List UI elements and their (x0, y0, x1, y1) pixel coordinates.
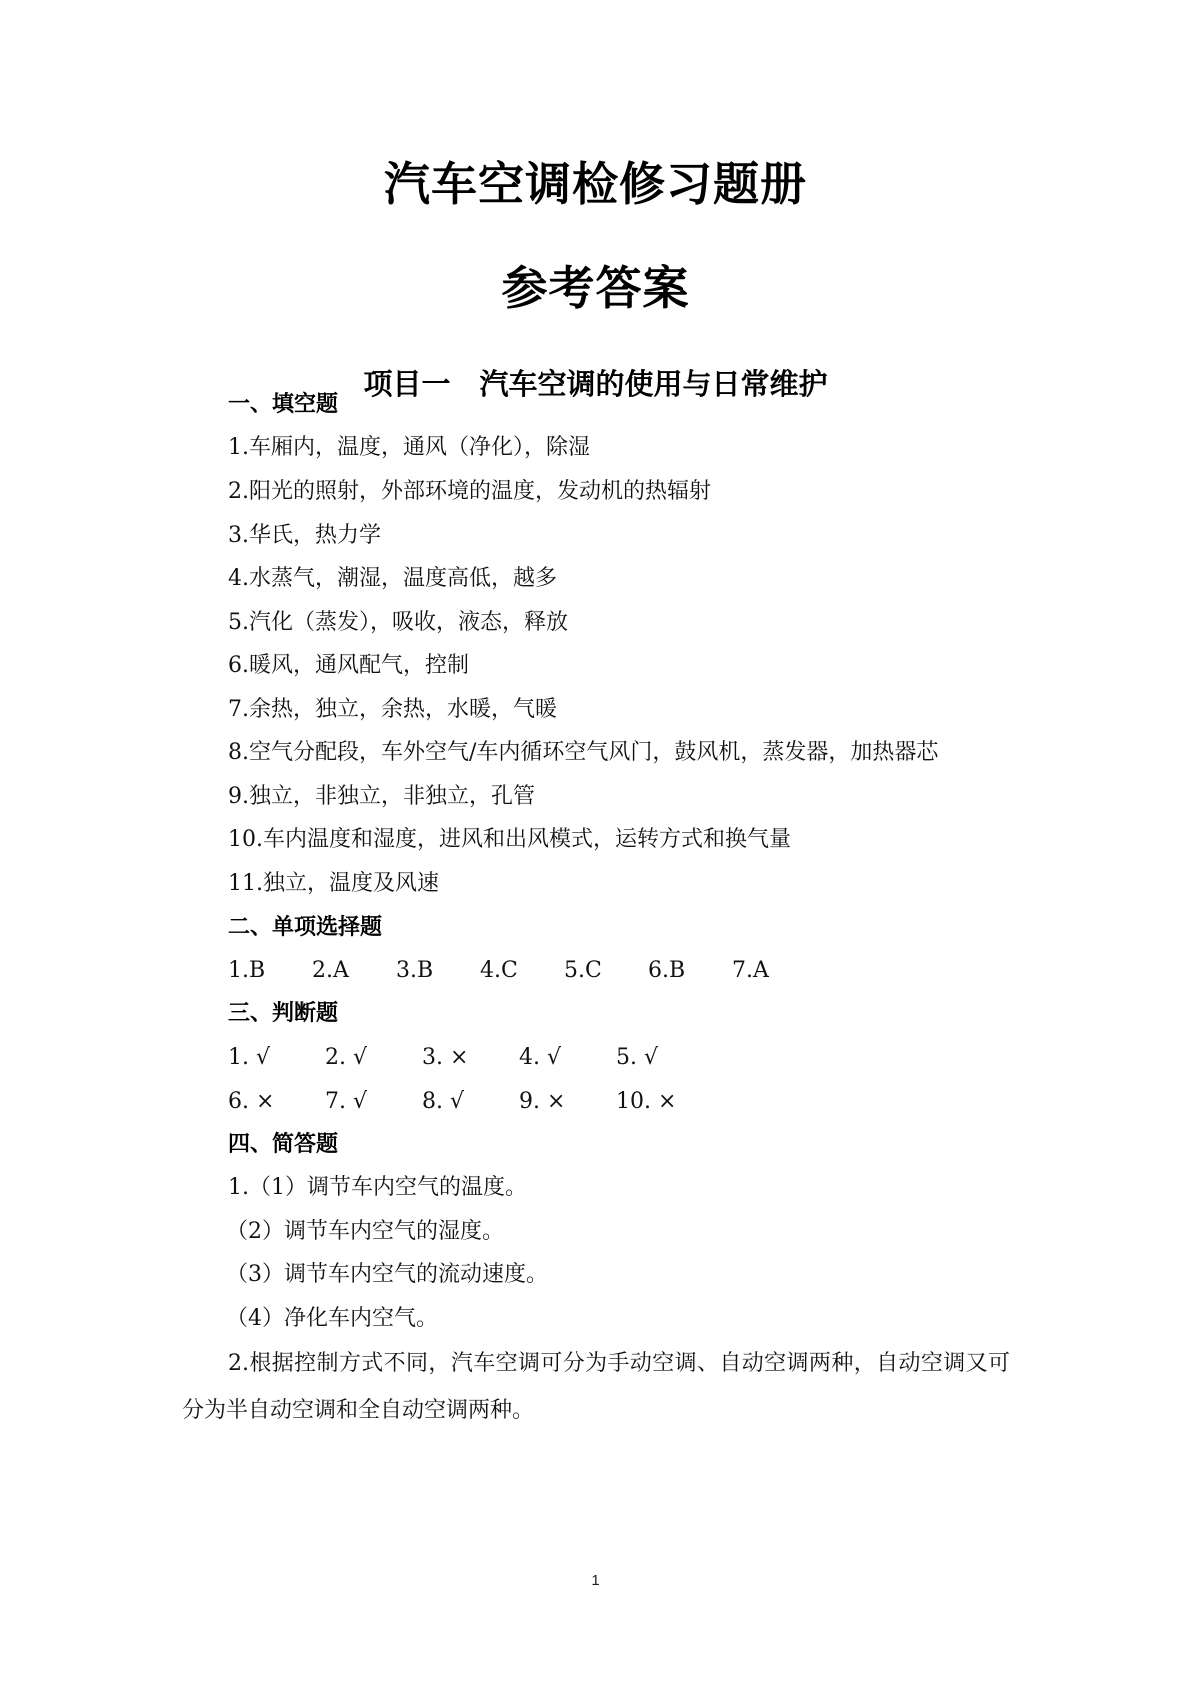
judgment-answer: 8. √ (422, 1089, 465, 1114)
judgment-answer: 9. × (519, 1089, 566, 1114)
choice-answer: 4.C (480, 958, 518, 983)
judgment-answer: 3. × (422, 1045, 469, 1070)
answer-item: 5.汽化（蒸发），吸收，液态，释放 (228, 610, 568, 635)
judgment-answer: 5. √ (616, 1045, 659, 1070)
choice-answer: 6.B (648, 958, 686, 983)
section-heading-short-answer: 四、简答题 (228, 1132, 339, 1157)
judgment-answer: 4. √ (519, 1045, 562, 1070)
answer-item: 3.华氏，热力学 (228, 523, 381, 548)
answer-item: 7.余热，独立，余热，水暖，气暖 (228, 697, 557, 722)
choice-answer: 5.C (564, 958, 602, 983)
choice-answer: 7.A (732, 958, 769, 983)
document-title: 汽车空调检修习题册 (384, 157, 807, 211)
judgment-answer: 7. √ (325, 1089, 368, 1114)
judgment-answer: 2. √ (325, 1045, 368, 1070)
section-heading-fill-blank: 一、填空题 (228, 392, 339, 417)
answer-item: 10.车内温度和湿度，进风和出风模式，运转方式和换气量 (228, 827, 791, 852)
answer-item: 8.空气分配段，车外空气/车内循环空气风门，鼓风机，蒸发器，加热器芯 (228, 740, 939, 765)
document-subtitle: 参考答案 (501, 261, 690, 315)
short-answer-paragraph: 2.根据控制方式不同，汽车空调可分为手动空调、自动空调两种，自动空调又可分为半自动空调和全自动空调两种。 (182, 1351, 1010, 1423)
section-heading-single-choice: 二、单项选择题 (228, 915, 383, 940)
choice-answer: 2.A (312, 958, 349, 983)
page-number: 1 (591, 1572, 600, 1589)
short-answer-item: （4）净化车内空气。 (226, 1306, 438, 1331)
answer-item: 2.阳光的照射，外部环境的温度，发动机的热辐射 (228, 479, 711, 504)
judgment-answer: 1. √ (228, 1045, 271, 1070)
answer-item: 6.暖风，通风配气，控制 (228, 653, 469, 678)
judgment-answer: 10. × (616, 1089, 677, 1114)
answer-item: 4.水蒸气，潮湿，温度高低，越多 (228, 566, 557, 591)
answer-item: 9.独立，非独立，非独立，孔管 (228, 784, 535, 809)
choice-answer: 1.B (228, 958, 266, 983)
answer-item: 11.独立，温度及风速 (228, 871, 439, 896)
short-answer-item: （2）调节车内空气的湿度。 (226, 1219, 504, 1244)
section-heading-judgment: 三、判断题 (228, 1001, 339, 1026)
project-title: 项目一 汽车空调的使用与日常维护 (363, 367, 828, 401)
judgment-answer: 6. × (228, 1089, 275, 1114)
short-answer-item: （3）调节车内空气的流动速度。 (226, 1262, 548, 1287)
choice-answer: 3.B (396, 958, 434, 983)
short-answer-item: 1.（1）调节车内空气的温度。 (228, 1175, 527, 1200)
answer-item: 1.车厢内，温度，通风（净化），除湿 (228, 435, 590, 460)
